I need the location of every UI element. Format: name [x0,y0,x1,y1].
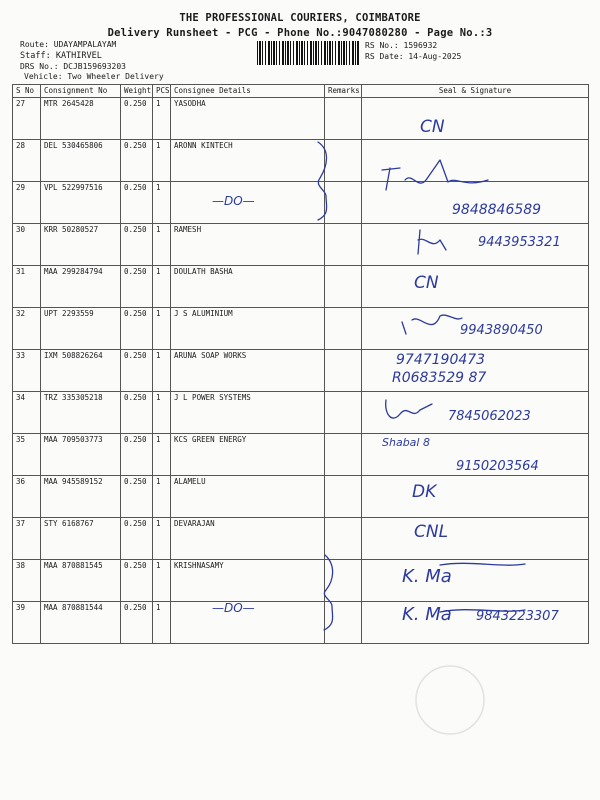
cell-sno: 34 [13,392,41,434]
cell-cn: UPT 2293559 [41,308,121,350]
cell-sno: 37 [13,518,41,560]
cell-pcs: 1 [153,98,171,140]
hw-phone: 9843223307 [476,609,559,624]
hw-ditto: —DO— [212,601,255,615]
cell-cn: MAA 945589152 [41,476,121,518]
cell-pcs: 1 [153,602,171,644]
hw-signature: K. Ma [402,566,452,587]
hw-text: CN [420,117,445,137]
cell-consignee: YASODHA [171,98,325,140]
col-pcs: PCS [153,85,171,98]
hw-ditto: —DO— [212,194,255,208]
cell-cn: MAA 709503773 [41,434,121,476]
signature-scribble [386,400,432,418]
cell-cn: MAA 299284794 [41,266,121,308]
hw-phone: 9443953321 [478,235,561,250]
cell-weight: 0.250 [121,98,153,140]
cell-pcs: 1 [153,434,171,476]
cell-weight: 0.250 [121,476,153,518]
cell-consignee: ARONN KINTECH [171,140,325,182]
hw-phone: 9943890450 [460,323,543,338]
cell-consignee: KCS GREEN ENERGY [171,434,325,476]
cell-cn: MAA 870881544 [41,602,121,644]
cell-cn: IXM 508826264 [41,350,121,392]
cell-sno: 38 [13,560,41,602]
cell-cn: DEL 530465806 [41,140,121,182]
staff-label: Staff: KATHIRVEL [20,51,102,61]
cell-sno: 30 [13,224,41,266]
cell-consignee: J L POWER SYSTEMS [171,392,325,434]
cell-consignee: RAMESH [171,224,325,266]
cell-consignee: J S ALUMINIUM [171,308,325,350]
cell-weight: 0.250 [121,350,153,392]
cell-pcs: 1 [153,476,171,518]
rs-date: RS Date: 14-Aug-2025 [365,52,462,61]
company-title: THE PROFESSIONAL COURIERS, COIMBATORE [179,12,421,24]
cell-sno: 31 [13,266,41,308]
bracket-mark [318,142,327,220]
hw-text: DK [412,482,437,502]
cell-sno: 28 [13,140,41,182]
cell-pcs: 1 [153,224,171,266]
col-signature: Seal & Signature [362,85,589,98]
hw-text: Shabal 8 [382,436,430,449]
cell-pcs: 1 [153,518,171,560]
drs-number: DRS No.: DCJB159693203 [20,62,126,71]
cell-sno: 32 [13,308,41,350]
cell-sno: 36 [13,476,41,518]
route-label: Route: UDAYAMPALAYAM [20,40,117,49]
cell-pcs: 1 [153,140,171,182]
cell-weight: 0.250 [121,602,153,644]
faint-seal [416,666,484,734]
col-sno: S No [13,85,41,98]
vehicle-label: Vehicle: Two Wheeler Delivery [24,72,164,81]
cell-weight: 0.250 [121,392,153,434]
cell-sno: 39 [13,602,41,644]
hw-phone: 9848846589 [452,202,542,218]
cell-consignee: ALAMELU [171,476,325,518]
cell-weight: 0.250 [121,266,153,308]
hw-signature: K. Ma [402,604,452,625]
cell-cn: KRR 50280527 [41,224,121,266]
cell-pcs: 1 [153,392,171,434]
cell-sno: 29 [13,182,41,224]
cell-weight: 0.250 [121,140,153,182]
cell-weight: 0.250 [121,434,153,476]
col-weight: Weight [121,85,153,98]
cell-weight: 0.250 [121,224,153,266]
cell-consignee: ARUNA SOAP WORKS [171,350,325,392]
col-consignment: Consignment No [41,85,121,98]
cell-sno: 33 [13,350,41,392]
cell-cn: TRZ 335305218 [41,392,121,434]
signature-scribble [382,160,488,190]
cell-pcs: 1 [153,308,171,350]
cell-cn: MAA 870881545 [41,560,121,602]
signature-scribble [402,315,462,334]
cell-pcs: 1 [153,560,171,602]
cell-cn: VPL 522997516 [41,182,121,224]
cell-consignee: DEVARAJAN [171,518,325,560]
hw-phone: 7845062023 [448,409,531,424]
col-remarks: Remarks [325,85,362,98]
cell-pcs: 1 [153,182,171,224]
rs-number: RS No.: 1596932 [365,41,438,50]
cell-weight: 0.250 [121,308,153,350]
signature-scribble [418,230,446,254]
hw-text: CN [414,273,439,293]
col-consignee: Consignee Details [171,85,325,98]
runsheet-subtitle: Delivery Runsheet - PCG - Phone No.:9047080280 - Page No.:3 [107,27,493,39]
hw-phone: 9747190473 [396,352,486,368]
cell-cn: MTR 2645428 [41,98,121,140]
hw-phone: 9150203564 [456,459,539,474]
cell-weight: 0.250 [121,560,153,602]
cell-consignee: KRISHNASAMY [171,560,325,602]
hw-text: CNL [414,522,449,542]
cell-sno: 27 [13,98,41,140]
cell-cn: STY 6168767 [41,518,121,560]
cell-sno: 35 [13,434,41,476]
cell-consignee: DOULATH BASHA [171,266,325,308]
hw-phone: R0683529 87 [392,370,487,386]
cell-pcs: 1 [153,350,171,392]
cell-weight: 0.250 [121,182,153,224]
cell-pcs: 1 [153,266,171,308]
bracket-mark [324,555,333,630]
cell-weight: 0.250 [121,518,153,560]
signature-scribble [440,563,525,565]
